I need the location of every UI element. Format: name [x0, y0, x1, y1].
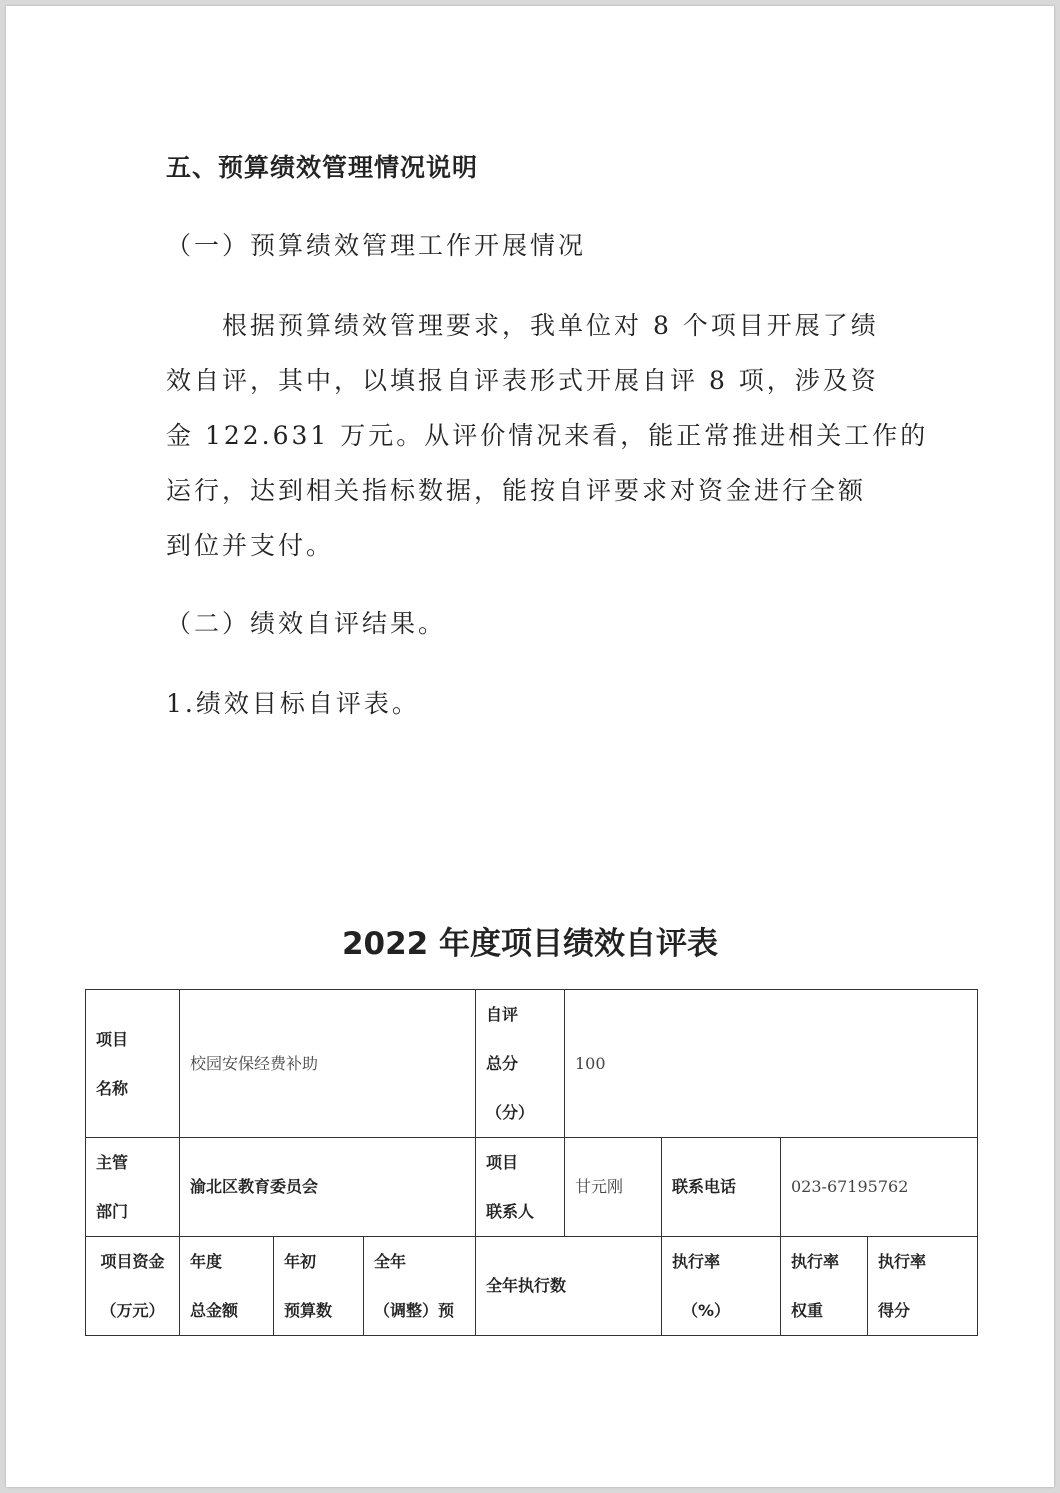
paragraph-line: 到位并支付。 — [166, 531, 335, 560]
annual-execution-header: 全年执行数 — [476, 1237, 662, 1336]
exec-rate-header: 执行率 （%） — [662, 1237, 781, 1336]
exec-weight-header: 执行率 权重 — [781, 1237, 868, 1336]
exec-score-header: 执行率 得分 — [868, 1237, 978, 1336]
paragraph-line: 金 122.631 万元。从评价情况来看，能正常推进相关工作的 — [166, 421, 929, 450]
table-row-funds-header — [86, 1237, 978, 1336]
body-paragraph — [166, 298, 929, 573]
paragraph-line: 根据预算绩效管理要求，我单位对 8 个项目开展了绩 — [166, 311, 879, 340]
self-score-label: 自评 总分 （分） — [476, 990, 565, 1138]
subsection-heading-1: （一）预算绩效管理工作开展情况 — [166, 231, 587, 260]
item-heading-1: 1.绩效目标自评表。 — [166, 689, 420, 718]
document-page — [6, 6, 1054, 1487]
paragraph-line: 效自评，其中，以填报自评表形式开展自评 8 项，涉及资 — [166, 366, 879, 395]
contact-value: 甘元刚 — [565, 1138, 662, 1237]
subsection-heading-2: （二）绩效自评结果。 — [166, 609, 447, 638]
funds-label: 项目资金 （万元） — [86, 1237, 180, 1336]
annual-total-header: 年度 总金额 — [180, 1237, 274, 1336]
table-row-department — [86, 1138, 978, 1237]
phone-label: 联系电话 — [662, 1138, 781, 1237]
contact-label: 项目 联系人 — [476, 1138, 565, 1237]
project-name-label: 项目 名称 — [86, 990, 180, 1138]
paragraph-line: 运行，达到相关指标数据，能按自评要求对资金进行全额 — [166, 476, 867, 505]
project-name-value: 校园安保经费补助 — [180, 990, 476, 1138]
self-score-value: 100 — [565, 990, 978, 1138]
phone-value: 023-67195762 — [781, 1138, 978, 1237]
table-title: 2022 年度项目绩效自评表 — [341, 926, 719, 962]
table-row-project — [86, 990, 978, 1138]
adjusted-budget-header: 全年 （调整）预 — [364, 1237, 476, 1336]
initial-budget-header: 年初 预算数 — [274, 1237, 364, 1336]
department-label: 主管 部门 — [86, 1138, 180, 1237]
department-value: 渝北区教育委员会 — [180, 1138, 476, 1237]
evaluation-table — [85, 989, 978, 1336]
section-heading: 五、预算绩效管理情况说明 — [166, 153, 479, 182]
